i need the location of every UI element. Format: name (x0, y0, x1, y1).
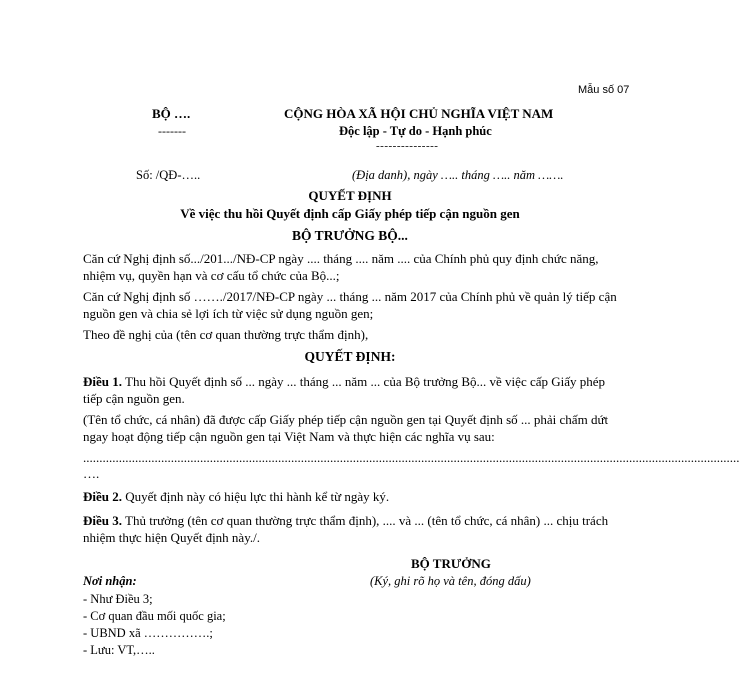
issuing-authority: BỘ TRƯỞNG BỘ... (292, 228, 408, 243)
motto-underline: --------------- (376, 140, 439, 152)
article-3-text: Thủ trưởng (tên cơ quan thường trực thẩm định), .... và ... (tên tổ chức, cá nhân) ... chịu trách nhiệm thực hiện Quyết định này./. (83, 513, 609, 545)
recipient-item: - Cơ quan đầu mối quốc gia; (83, 609, 226, 623)
ministry-underline: ------- (158, 124, 186, 138)
recipient-item: - UBND xã …………….; (83, 626, 213, 640)
dotted-line: .......................................................................................................................................................................................................... (83, 450, 740, 465)
national-title: CỘNG HÒA XÃ HỘI CHỦ NGHĨA VIỆT NAM (284, 106, 554, 121)
preamble-paragraph-2: Căn cứ Nghị định số ……./2017/NĐ-CP ngày ... tháng ... năm 2017 của Chính phủ về quản lý tiếp cận nguồn gen và chia sẻ lợi ích từ việc sử dụng nguồn gen; (83, 289, 617, 321)
dotted-line-end: …. (83, 466, 100, 481)
article-2-text: Quyết định này có hiệu lực thi hành kể từ ngày ký. (122, 489, 390, 504)
article-3 (83, 512, 619, 546)
place-date: (Địa danh), ngày ….. tháng ….. năm ……. (352, 168, 564, 182)
article-3-label: Điều 3. (83, 513, 122, 528)
ministry-name: BỘ …. (152, 106, 191, 121)
article-1-label: Điều 1. (83, 374, 122, 389)
document-number: Số: /QĐ-….. (136, 168, 201, 182)
national-motto: Độc lập - Tự do - Hạnh phúc (339, 124, 492, 138)
article-2-label: Điều 2. (83, 489, 122, 504)
document-title: QUYẾT ĐỊNH (308, 188, 392, 203)
decision-heading: QUYẾT ĐỊNH: (304, 349, 396, 364)
article-1 (83, 373, 619, 407)
form-number: Mẫu số 07 (578, 84, 630, 96)
document-subtitle: Về việc thu hồi Quyết định cấp Giấy phép tiếp cận nguồn gen (180, 206, 520, 221)
recipient-item: - Như Điều 3; (83, 592, 153, 606)
preamble-paragraph-3: Theo đề nghị của (tên cơ quan thường trực thẩm định), (83, 327, 369, 342)
preamble-paragraph-1: Căn cứ Nghị định số.../201.../NĐ-CP ngày .... tháng .... năm .... của Chính phủ quy định chức năng, nhiệm vụ, quyền hạn và cơ cấu tổ chức của Bộ...; (83, 251, 599, 283)
article-2 (83, 488, 619, 505)
signature-note: (Ký, ghi rõ họ và tên, đóng dấu) (370, 574, 531, 588)
article-1-text: Thu hồi Quyết định số ... ngày ... tháng ... năm ... của Bộ trưởng Bộ... về việc cấp Giấy phép tiếp cận nguồn gen. (83, 374, 606, 406)
recipient-item: - Lưu: VT,….. (83, 643, 155, 657)
article-1-paragraph-2: (Tên tổ chức, cá nhân) đã được cấp Giấy phép tiếp cận nguồn gen tại Quyết định số ... phải chấm dứt ngay hoạt động tiếp cận nguồn gen tại Việt Nam và thực hiện các nghĩa vụ sau: (83, 412, 609, 444)
signature-title: BỘ TRƯỞNG (411, 556, 491, 571)
recipients-title: Nơi nhận: (83, 574, 137, 588)
